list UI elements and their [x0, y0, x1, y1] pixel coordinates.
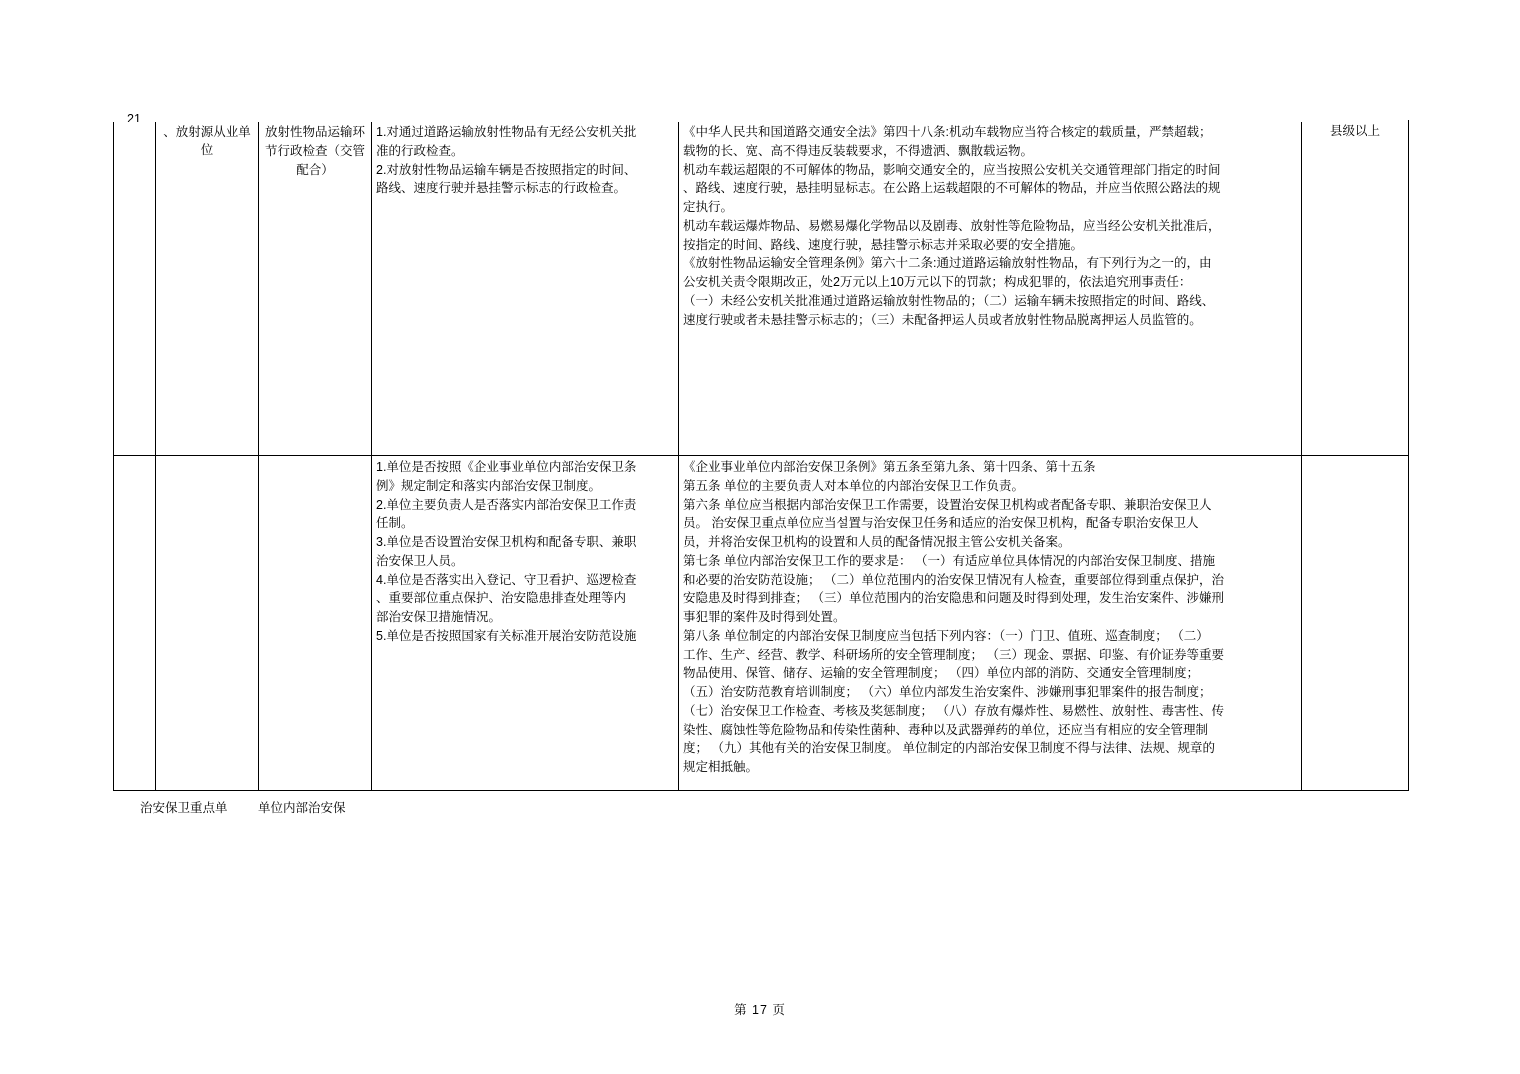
- content-line: 例》规定制定和落实内部治安保卫制度。: [376, 478, 602, 493]
- inspection-table: [113, 120, 1409, 791]
- row-number-cell: [114, 121, 156, 456]
- table-row: [114, 456, 1409, 791]
- basis-line: 第六条 单位应当根据内部治安保卫工作需要，设置治安保卫机构或者配备专职、兼职治安保卫人: [683, 497, 1212, 512]
- page-footer: 第 17 页: [734, 1003, 786, 1017]
- basis-line: 、路线、速度行驶，悬挂明显标志。在公路上运载超限的不可解体的物品，并应当依照公路法的规: [683, 181, 1221, 196]
- basis-line: 定执行。: [683, 200, 734, 214]
- content-line: 准的行政检查。: [376, 143, 464, 158]
- content-line: 2.单位主要负责人是否落实内部治安保卫工作责: [376, 497, 637, 512]
- row-number-cell: [114, 456, 156, 791]
- basis-line: 物品使用、保管、储存、运输的安全管理制度； （四）单位内部的消防、交通安全管理制度；: [683, 666, 1199, 681]
- inspection-content-text: [376, 123, 674, 198]
- basis-line: 规定相抵触。: [683, 760, 759, 774]
- authority-level-cell: [1302, 456, 1409, 791]
- basis-line: （一）未经公安机关批准通过道路运输放射性物品的；（二）运输车辆未按照指定的时间、路线、: [683, 293, 1215, 308]
- basis-line: 员。 治安保卫重点单位应当설置与治安保卫任务和适应的治安保卫机构，配备专职治安保卫人: [683, 516, 1199, 531]
- inspection-item-cell: [259, 121, 372, 456]
- basis-line: 员，并将治安保卫机构的设置和人员的配备情况报主管公安机关备案。: [683, 535, 1071, 549]
- basis-line: 第五条 单位的主要负责人对本单位的内部治安保卫工作负责。: [683, 478, 1024, 493]
- basis-line: 载物的长、宽、高不得违反装载要求，不得遗洒、飘散载运物。: [683, 143, 1034, 158]
- legal-basis-text: [683, 123, 1297, 329]
- content-line: 1.单位是否按照《企业事业单位内部治安保卫条: [376, 460, 637, 474]
- basis-line: 《放射性物品运输安全管理条例》第六十二条:通过道路运输放射性物品，有下列行为之一的，由: [683, 256, 1212, 271]
- inspection-item-text: 放射性物品运输环节行政检查（交管配合）: [264, 125, 365, 177]
- content-line: 3.单位是否设置治安保卫机构和配备专职、兼职: [376, 535, 637, 549]
- partial-inspection-item: 单位内部治安保: [258, 801, 346, 815]
- basis-line: 第七条 单位内部治安保卫工作的要求是： （一）有适应单位具体情况的内部治安保卫制度、措施: [683, 553, 1215, 568]
- table-row: [114, 121, 1409, 456]
- inspection-item-cell: [259, 456, 372, 791]
- basis-line: （五）治安防范教育培训制度； （六）单位内部发生治安案件、涉嫌刑事犯罪案件的报告制度；: [683, 685, 1212, 699]
- partial-inspection-object: 治安保卫重点单: [140, 801, 228, 815]
- basis-line: 机动车载运爆炸物品、易燃易爆化学物品以及剧毒、放射性等危险物品，应当经公安机关批准后，: [683, 218, 1221, 233]
- inspection-content-text: [376, 458, 674, 646]
- content-line: 部治安保卫措施情况。: [376, 610, 502, 624]
- content-line: 2.对放射性物品运输车辆是否按照指定的时间、: [376, 162, 637, 177]
- basis-line: 公安机关责令限期改正，处2万元以上10万元以下的罚款；构成犯罪的，依法追究刑事责任：: [683, 275, 1192, 289]
- content-line: 治安保卫人员。: [376, 553, 464, 568]
- content-line: 路线、速度行驶并悬挂警示标志的行政检查。: [376, 181, 627, 196]
- inspection-content-cell: [372, 456, 679, 791]
- basis-line: 第八条 单位制定的内部治安保卫制度应当包括下列内容：（一）门卫、值班、巡查制度； （二）: [683, 628, 1209, 643]
- inspection-object-cell: [156, 121, 259, 456]
- basis-line: 机动车载运超限的不可解体的物品，影响交通安全的，应当按照公安机关交通管理部门指定的时间: [683, 162, 1221, 177]
- basis-line: 工作、生产、经营、教学、科研场所的安全管理制度； （三）现金、票据、印鉴、有价证券等重要: [683, 647, 1224, 662]
- inspection-content-cell: [372, 121, 679, 456]
- content-line: 、重要部位重点保护、治安隐患排查处理等内: [376, 591, 627, 606]
- authority-level-text: 县级以上: [1329, 124, 1380, 138]
- legal-basis-text: [683, 458, 1297, 777]
- authority-level-cell: [1302, 121, 1409, 456]
- legal-basis-cell: [679, 121, 1302, 456]
- page-bottom-clip: [113, 818, 1408, 858]
- legal-basis-cell: [679, 456, 1302, 791]
- content-line: 任制。: [376, 516, 414, 531]
- content-line: 1.对通过道路运输放射性物品有无经公安机关批: [376, 125, 637, 139]
- basis-line: 事犯罪的案件及时得到处置。: [683, 610, 846, 624]
- basis-line: （七）治安保卫工作检查、考核及奖惩制度； （八）存放有爆炸性、易燃性、放射性、毒害性、传: [683, 703, 1224, 718]
- page-top-clip: [113, 110, 1408, 122]
- basis-line: 速度行驶或者未悬挂警示标志的；（三）未配备押运人员或者放射性物品脱离押运人员监管的。: [683, 312, 1202, 327]
- basis-line: 和必要的治安防范设施； （二）单位范围内的治安保卫情况有人检查，重要部位得到重点保护，治: [683, 572, 1224, 587]
- partial-row-number: 21: [127, 112, 141, 122]
- basis-line: 《企业事业单位内部治安保卫条例》第五条至第九条、第十四条、第十五条: [683, 460, 1096, 474]
- basis-line: 《中华人民共和国道路交通安全法》第四十八条:机动车载物应当符合核定的载质量，严禁超载；: [683, 125, 1212, 139]
- basis-line: 安隐患及时得到排查； （三）单位范围内的治安隐患和问题及时得到处理，发生治安案件、涉嫌刑: [683, 591, 1224, 606]
- inspection-object-text: 、放射源从业单位: [163, 125, 251, 158]
- basis-line: 按指定的时间、路线、速度行驶，悬挂警示标志并采取必要的安全措施。: [683, 237, 1084, 252]
- basis-line: 染性、腐蚀性等危险物品和传染性菌种、毒种以及武器弹药的单位，还应当有相应的安全管理制: [683, 722, 1209, 737]
- basis-line: 度； （九）其他有关的治安保卫制度。 单位制定的内部治安保卫制度不得与法律、法规、规章的: [683, 741, 1215, 756]
- inspection-object-cell: [156, 456, 259, 791]
- content-line: 4.单位是否落实出入登记、守卫看护、巡逻检查: [376, 572, 637, 587]
- content-line: 5.单位是否按照国家有关标准开展治安防范设施: [376, 628, 637, 643]
